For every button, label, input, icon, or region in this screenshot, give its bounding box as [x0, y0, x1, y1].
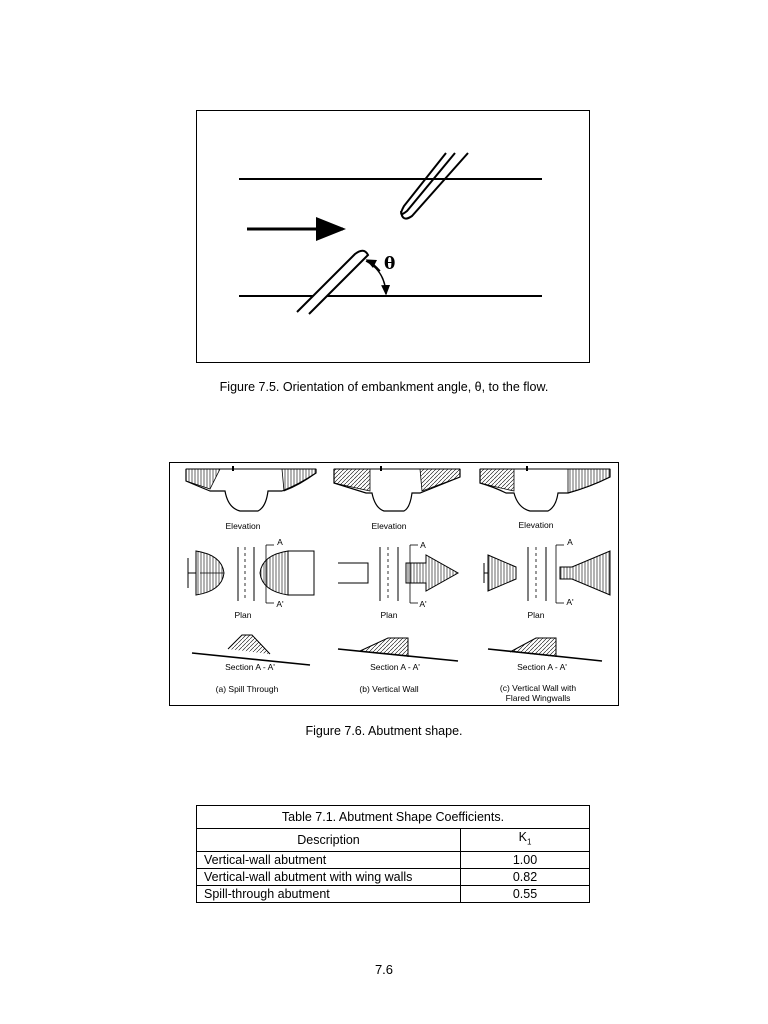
table-title: Table 7.1. Abutment Shape Coefficients. — [197, 806, 590, 829]
k-symbol: K — [518, 830, 527, 844]
plan-label-a: Plan — [234, 610, 252, 620]
row-description: Spill-through abutment — [197, 885, 461, 902]
marker-a-prime-a: A' — [276, 599, 284, 609]
row-description: Vertical-wall abutment — [197, 851, 461, 868]
row-value: 1.00 — [461, 851, 590, 868]
lower-embankment — [297, 251, 368, 314]
marker-a-b: A — [420, 540, 426, 550]
section-label-a: Section A - A' — [225, 662, 275, 672]
page-number: 7.6 — [374, 962, 394, 977]
row-description: Vertical-wall abutment with wing walls — [197, 868, 461, 885]
row-value: 0.82 — [461, 868, 590, 885]
elevation-label-a: Elevation — [225, 521, 261, 531]
panel-label-spill-through: (a) Spill Through — [215, 684, 279, 694]
panel-label-vertical-wall: (b) Vertical Wall — [359, 684, 419, 694]
plan-label-b: Plan — [380, 610, 398, 620]
column-header-k1 — [461, 829, 590, 852]
figure-7-6-caption: Figure 7.6. Abutment shape. — [305, 724, 463, 738]
row-value: 0.55 — [461, 885, 590, 902]
abutment-shape-coefficients-table — [196, 805, 590, 903]
column-header-description: Description — [197, 829, 461, 852]
panel-vertical-wall — [334, 466, 460, 661]
figure-7-5 — [196, 110, 590, 363]
section-label-b: Section A - A' — [370, 662, 420, 672]
table-row — [197, 851, 590, 868]
marker-a-prime-b: A' — [419, 599, 427, 609]
marker-a-a: A — [277, 537, 283, 547]
plan-label-c: Plan — [527, 610, 545, 620]
marker-a-prime-c: A' — [566, 597, 574, 607]
figure-7-5-caption: Figure 7.5. Orientation of embankment angle, θ, to the flow. — [219, 380, 549, 394]
panel-spill-through — [186, 466, 316, 665]
table-row — [197, 868, 590, 885]
elevation-label-b: Elevation — [371, 521, 407, 531]
theta-label: θ — [384, 254, 396, 274]
embankment-angle-diagram — [197, 111, 591, 364]
k-subscript: 1 — [526, 837, 532, 847]
panel-label-flared-line1: (c) Vertical Wall with — [499, 683, 577, 693]
elevation-label-c: Elevation — [518, 520, 554, 530]
upper-embankment — [401, 153, 455, 214]
panel-flared-wingwalls — [480, 466, 610, 661]
marker-a-c: A — [567, 537, 573, 547]
table-row — [197, 885, 590, 902]
section-label-c: Section A - A' — [517, 662, 567, 672]
figure-7-6 — [169, 462, 619, 706]
panel-label-flared-line2: Flared Wingwalls — [505, 693, 571, 703]
